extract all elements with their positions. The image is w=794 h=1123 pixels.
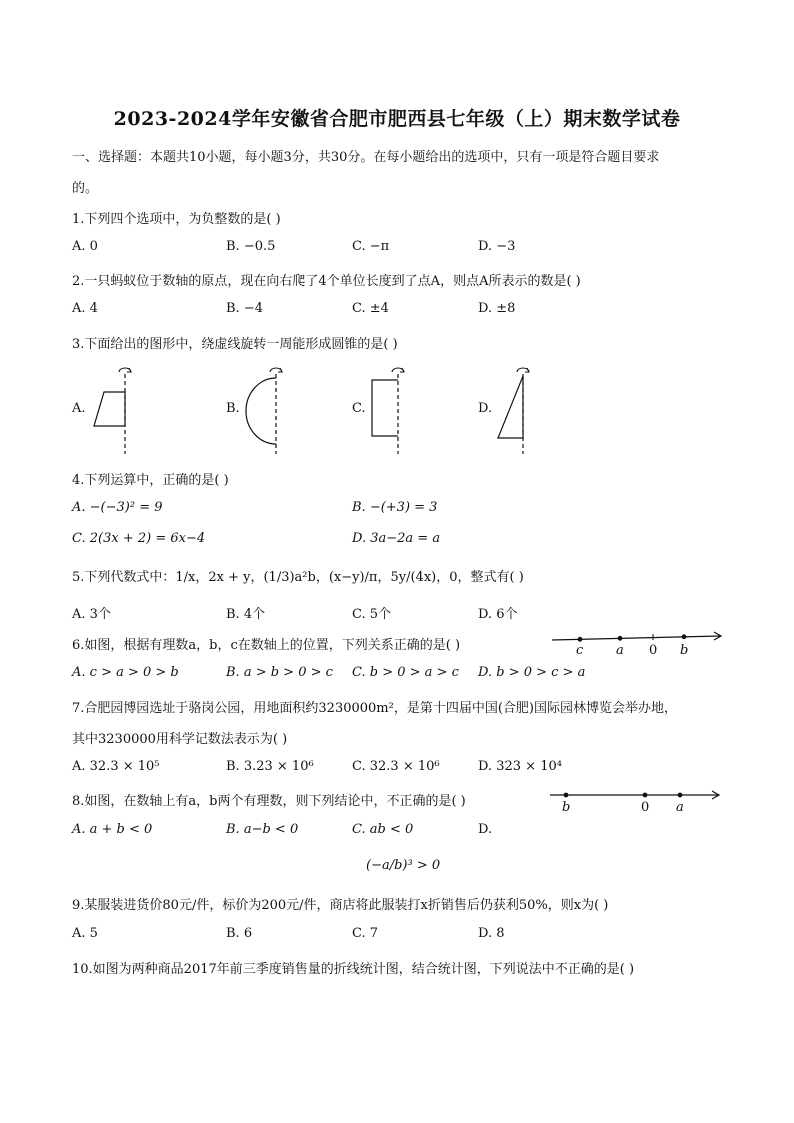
exam-title: 2023-2024学年安徽省合肥市肥西县七年级（上）期末数学试卷: [113, 108, 681, 130]
q9-option-d: D. 8: [478, 926, 505, 941]
section-instructions: 一、选择题：本题共10小题，每小题3分，共30分。在每小题给出的选项中，只有一项是符合题目要求: [72, 150, 660, 165]
q2-option-c: C. ±4: [352, 301, 389, 316]
q9-option-b: B. 6: [226, 926, 253, 941]
q7-option-d: D. 323 × 10⁴: [478, 759, 562, 774]
q9-option-c: C. 7: [352, 926, 379, 941]
question-2-stem: 2.一只蚂蚁位于数轴的原点，现在向右爬了4个单位长度到了点A，则点A所表示的数是( ): [72, 274, 581, 289]
q4-option-b: B. −(+3) = 3: [352, 500, 438, 515]
q6-axis-label-a: a: [616, 643, 624, 658]
q2-option-b: B. −4: [226, 301, 263, 316]
q3-option-d: D.: [478, 401, 493, 416]
q1-option-b: B. −0.5: [226, 239, 276, 254]
question-3-stem: 3.下面给出的图形中，绕虚线旋转一周能形成圆锥的是( ): [72, 337, 398, 352]
q2-option-d: D. ±8: [478, 301, 516, 316]
q8-option-d-expression: (−a/b)³ > 0: [366, 858, 441, 873]
question-7-stem: 7.合肥园博园选址于骆岗公园，用地面积约3230000m²，是第十四届中国(合肥)国际园林博览会举办地，: [72, 701, 677, 716]
q5-option-d: D. 6个: [478, 607, 518, 622]
q5-option-a: A. 3个: [72, 607, 111, 622]
q5-option-b: B. 4个: [226, 607, 266, 622]
q6-option-d: D. b > 0 > c > a: [478, 665, 586, 680]
q3-figure-c: [364, 362, 414, 456]
q7-option-c: C. 32.3 × 10⁶: [352, 759, 440, 774]
q1-option-d: D. −3: [478, 239, 516, 254]
q1-option-c: C. −π: [352, 239, 390, 254]
q8-option-d: D.: [478, 822, 493, 837]
q2-option-a: A. 4: [72, 301, 98, 316]
q4-option-a: A. −(−3)² = 9: [72, 500, 163, 515]
q4-option-d: D. 3a−2a = a: [352, 531, 441, 546]
q8-option-b: B. a−b < 0: [226, 822, 299, 837]
q4-option-c: C. 2(3x + 2) = 6x−4: [72, 531, 206, 546]
question-4-stem: 4.下列运算中，正确的是( ): [72, 473, 229, 488]
q1-option-a: A. 0: [72, 239, 98, 254]
question-9-stem: 9.某服装进货价80元/件，标价为200元/件，商店将此服装打x折销售后仍获利50%，则x为( ): [72, 898, 609, 913]
q6-option-c: C. b > 0 > a > c: [352, 665, 459, 680]
q6-option-b: B. a > b > 0 > c: [226, 665, 333, 680]
question-8-stem: 8.如图，在数轴上有a，b两个有理数，则下列结论中，不正确的是( ): [72, 794, 466, 809]
q3-option-a: A.: [72, 401, 86, 416]
question-5-stem: 5.下列代数式中：1/x，2x + y，(1/3)a²b，(x−y)/π，5y/(4x)，0，整式有( ): [72, 570, 524, 585]
q9-option-a: A. 5: [72, 926, 98, 941]
section-instructions-cont: 的。: [72, 181, 99, 196]
q8-option-a: A. a + b < 0: [72, 822, 153, 837]
q3-option-b: B.: [226, 401, 240, 416]
question-10-stem: 10.如图为两种商品2017年前三季度销售量的折线统计图，结合统计图，下列说法中不正确的是( ): [72, 962, 635, 977]
question-7-stem-cont: 其中3230000用科学记数法表示为( ): [72, 732, 288, 747]
q8-option-c: C. ab < 0: [352, 822, 414, 837]
q8-number-line: [548, 784, 724, 810]
q6-axis-label-zero: 0: [649, 643, 658, 658]
q6-option-a: A. c > a > 0 > b: [72, 665, 179, 680]
q3-figure-a: [88, 362, 138, 456]
q8-axis-label-b: b: [562, 800, 571, 815]
question-6-stem: 6.如图，根据有理数a，b，c在数轴上的位置，下列关系正确的是( ): [72, 638, 461, 653]
q5-option-c: C. 5个: [352, 607, 392, 622]
q3-figure-d: [490, 362, 540, 456]
q7-option-a: A. 32.3 × 10⁵: [72, 759, 160, 774]
q7-option-b: B. 3.23 × 10⁶: [226, 759, 314, 774]
q8-axis-label-zero: 0: [641, 800, 650, 815]
q3-figure-b: [234, 362, 290, 456]
q3-option-c: C.: [352, 401, 366, 416]
q6-axis-label-c: c: [576, 643, 584, 658]
q6-axis-label-b: b: [680, 643, 689, 658]
question-1-stem: 1.下列四个选项中，为负整数的是( ): [72, 212, 281, 227]
q8-axis-label-a: a: [676, 800, 684, 815]
